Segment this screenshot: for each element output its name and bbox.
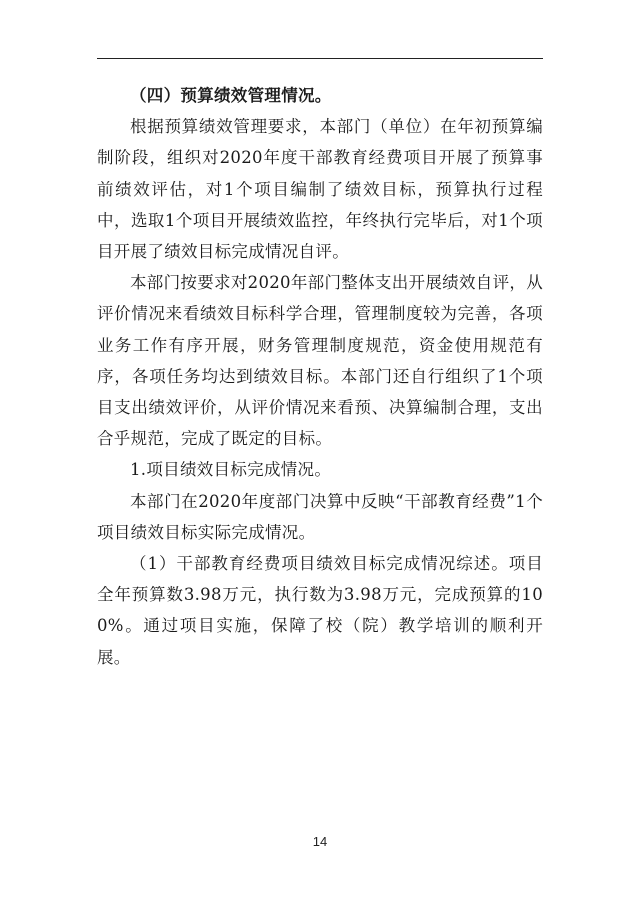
paragraph-overall-self-evaluation: 本部门按要求对2020年部门整体支出开展绩效自评，从评价情况来看绩效目标科学合理，管理制度较为完善，各项业务工作有序开展，财务管理制度规范，资金使用规范有序，各项任务均达到绩效目标。本部门还自行组织了1个项目支出绩效评价，从评价情况来看预、决算编制合理，支出合乎规范，完成了既定的目标。 [97,273,543,449]
paragraph-performance-requirements: 根据预算绩效管理要求，本部门（单位）在年初预算编制阶段，组织对2020年度干部教育经费项目开展了预算事前绩效评估，对1个项目编制了绩效目标，预算执行过程中，选取1个项目开展绩效监控，年终执行完毕后，对1个项目开展了绩效目标完成情况自评。 [97,117,543,262]
paragraph-project-summary: （1）干部教育经费项目绩效目标完成情况综述。项目全年预算数3.98万元，执行数为3.98万元，完成预算的100%。通过项目实施，保障了校（院）教学培训的顺利开展。 [97,554,543,667]
document-body [97,80,543,673]
paragraph-project-reflection: 本部门在2020年度部门决算中反映“干部教育经费”1个项目绩效目标实际完成情况。 [97,491,543,542]
page-number: 14 [312,834,328,849]
subheading-project-goal-completion: 1.项目绩效目标完成情况。 [130,460,332,480]
header-rule [97,58,543,59]
section-heading-budget-performance: （四）预算绩效管理情况。 [130,86,332,105]
